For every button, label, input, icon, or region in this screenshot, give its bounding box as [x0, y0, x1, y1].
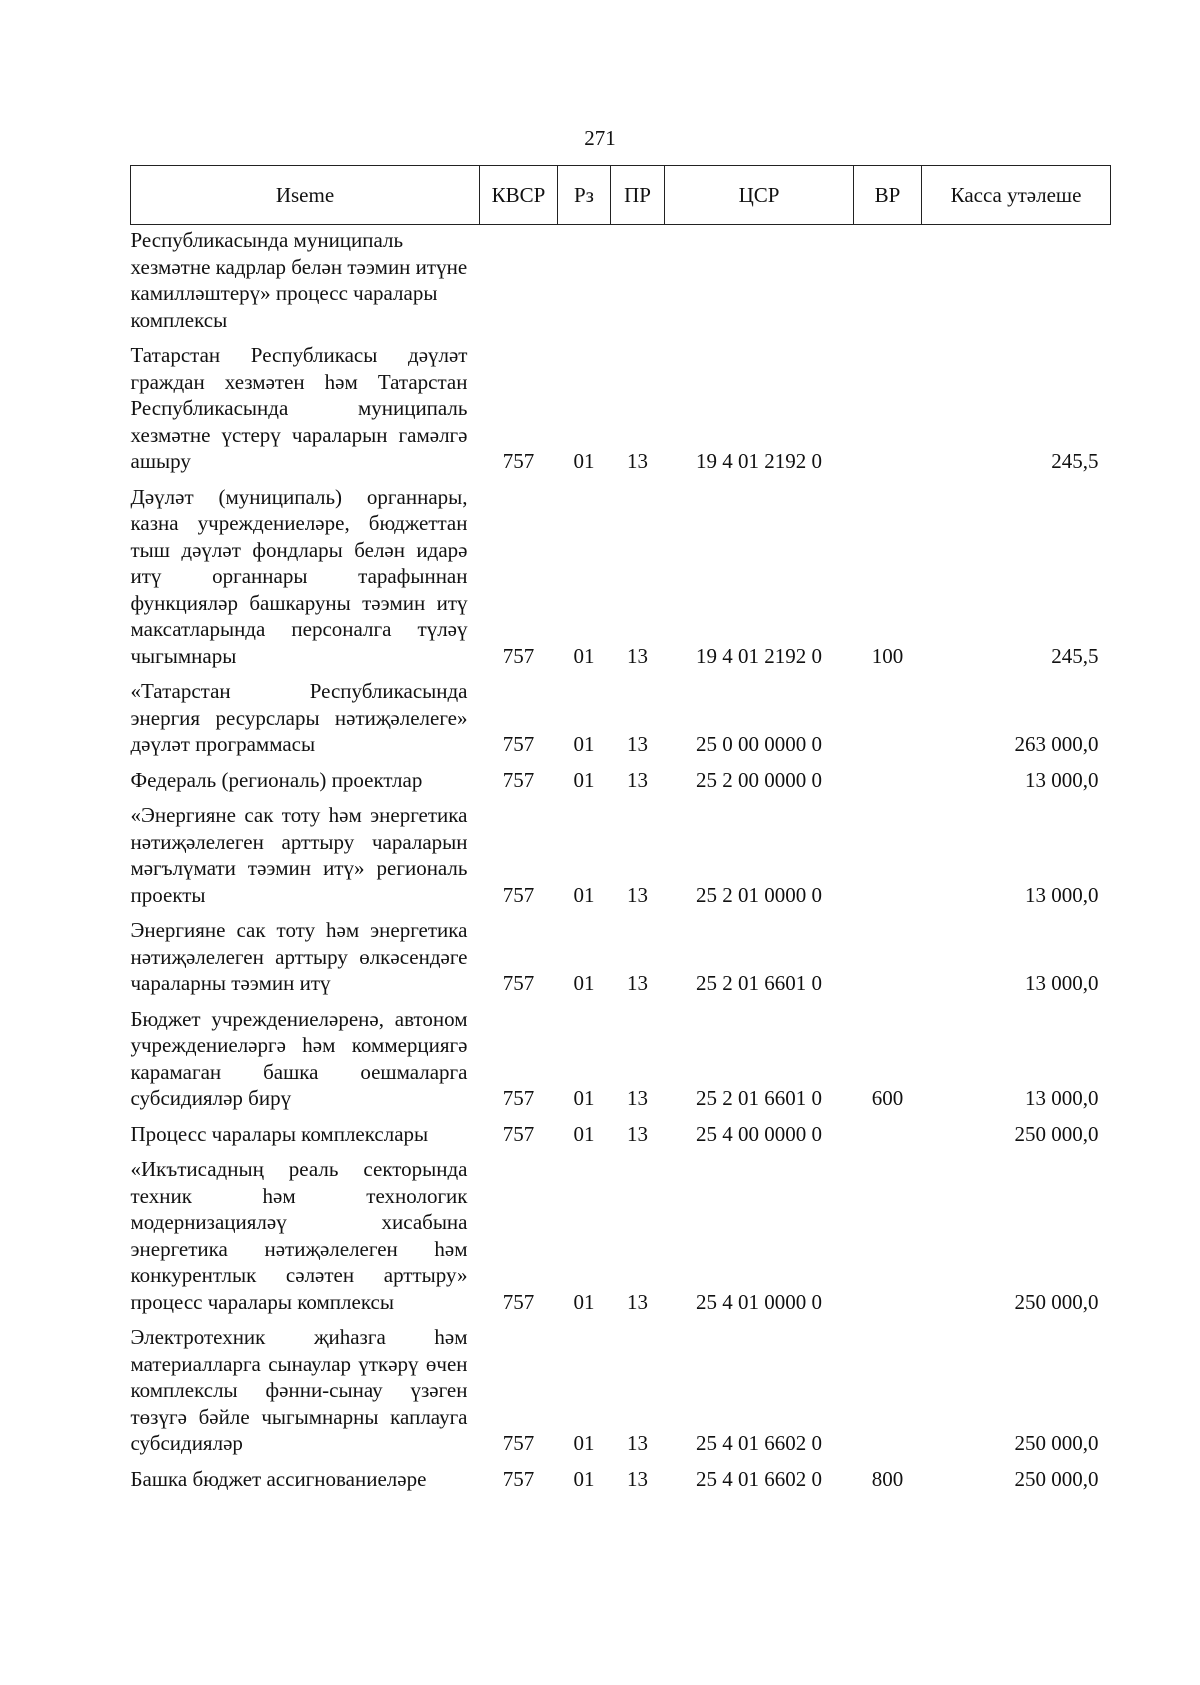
row-tsr: 25 2 01 0000 0	[696, 882, 822, 907]
row-kvsr: 757	[502, 732, 535, 756]
table-row	[131, 1322, 1111, 1464]
row-kvsr: 757	[502, 1431, 535, 1455]
row-pr: 13	[627, 1289, 648, 1314]
row-pr: 13	[627, 971, 648, 995]
row-tsr: 25 2 00 0000 0	[696, 767, 822, 792]
row-pr: 13	[627, 1086, 648, 1110]
row-tsr: 25 4 01 0000 0	[696, 1289, 822, 1314]
row-rz: 01	[573, 643, 595, 668]
row-kvsr: 757	[502, 449, 535, 473]
row-vr	[854, 225, 922, 341]
row-vr	[854, 765, 922, 801]
row-pr	[611, 225, 665, 341]
row-tsr: 25 4 01 6602 0	[696, 1431, 822, 1455]
row-pr: 13	[627, 767, 648, 792]
row-kvsr: 757	[502, 643, 535, 668]
row-name: «Татарстан Республикасында энергия ресурслары нәтиҗәлелеге» дәүләт программасы	[130, 679, 468, 756]
header-kvsr: КВСР	[480, 166, 558, 225]
budget-table	[130, 165, 1111, 1499]
row-vr	[854, 1322, 922, 1464]
row-kvsr: 757	[502, 971, 535, 995]
row-pr: 13	[627, 732, 648, 756]
table-header	[131, 166, 1111, 225]
row-rz: 01	[573, 1431, 595, 1455]
row-amount: 13 000,0	[1025, 882, 1099, 907]
row-vr	[854, 800, 922, 915]
table-row	[131, 225, 1111, 341]
row-amount: 13 000,0	[1025, 767, 1099, 792]
row-amount: 250 000,0	[1014, 1466, 1099, 1491]
row-rz: 01	[573, 1289, 595, 1314]
row-kvsr: 757	[502, 1466, 535, 1491]
table-row	[131, 1154, 1111, 1322]
row-kvsr: 757	[502, 882, 535, 907]
row-pr: 13	[627, 449, 648, 473]
row-vr	[854, 915, 922, 1004]
header-vr: ВР	[854, 166, 922, 225]
row-rz: 01	[573, 449, 595, 473]
row-amount: 13 000,0	[1025, 1086, 1099, 1110]
table-row	[131, 1004, 1111, 1119]
row-rz: 01	[573, 971, 595, 995]
row-rz: 01	[573, 882, 595, 907]
table-row	[131, 340, 1111, 482]
row-name: «Энергияне сак тоту һәм энергетика нәтиҗәлелеген арттыру чараларын мәгълүмати тәэмин итү» региональ проекты	[130, 803, 468, 907]
row-pr: 13	[627, 1466, 648, 1491]
row-pr: 13	[627, 643, 648, 668]
table-row	[131, 800, 1111, 915]
row-vr	[854, 340, 922, 482]
table-row	[131, 482, 1111, 677]
row-kvsr: 757	[502, 1289, 535, 1314]
row-amount: 250 000,0	[1014, 1431, 1099, 1455]
row-name: «Икътисадның реаль секторында техник һәм технологик модернизацияләү хисабына энергетика нәтиҗәлелеген һәм конкурентлык сәләтен арттыру» процесс чаралары комплексы	[130, 1157, 468, 1314]
row-name: Дәүләт (муниципаль) органнары, казна учреждениеләре, бюджеттан тыш дәүләт фондлары белән идарә итү органнары тарафыннан функцияләр башкаруны тәэмин итү максатларында персоналга түләү чыгымнары	[130, 484, 468, 668]
row-vr	[854, 1154, 922, 1322]
row-amount: 250 000,0	[1014, 1121, 1099, 1146]
row-rz: 01	[573, 1086, 595, 1110]
row-tsr: 25 4 00 0000 0	[696, 1121, 822, 1146]
row-kvsr: 757	[502, 767, 535, 792]
row-amount: 263 000,0	[1014, 732, 1099, 756]
row-rz: 01	[573, 1466, 595, 1491]
table-row	[131, 1464, 1111, 1500]
row-rz: 01	[573, 767, 595, 792]
row-amount: 245,5	[1051, 449, 1099, 473]
row-kvsr: 757	[502, 1121, 535, 1146]
row-name: Республикасында муниципаль хезмәтне кадрлар белән тәэмин итүне камилләштерү» процесс чаралары комплексы	[130, 228, 468, 332]
row-tsr	[665, 225, 854, 341]
row-amount	[922, 225, 1111, 341]
row-pr: 13	[627, 1121, 648, 1146]
row-vr: 600	[871, 1086, 904, 1110]
row-rz: 01	[573, 732, 595, 756]
row-name: Энергияне сак тоту һәм энергетика нәтиҗәлелеген арттыру өлкәсендәге чараларны тәэмин итү	[130, 918, 468, 995]
row-name: Электротехник җиһазга һәм материалларга сынаулар үткәрү өчен комплекслы фәнни-сынау үзәген төзүгә бәйле чыгымнарны каплауга субсидияләр	[130, 1325, 468, 1455]
row-tsr: 19 4 01 2192 0	[696, 643, 822, 668]
table-row	[131, 676, 1111, 765]
row-name: Татарстан Республикасы дәүләт граждан хезмәтен һәм Татарстан Республикасында муниципаль хезмәтне үстерү чараларын гамәлгә ашыру	[130, 343, 468, 473]
row-kvsr: 757	[502, 1086, 535, 1110]
row-vr	[854, 676, 922, 765]
row-name: Федераль (региональ) проектлар	[130, 767, 423, 792]
row-rz	[558, 225, 611, 341]
row-tsr: 25 4 01 6602 0	[696, 1466, 822, 1491]
row-vr	[854, 1119, 922, 1155]
header-rz: Рз	[558, 166, 611, 225]
row-amount: 245,5	[1051, 643, 1099, 668]
header-tsr: ЦСР	[665, 166, 854, 225]
row-name: Процесс чаралары комплекслары	[130, 1121, 429, 1146]
row-rz: 01	[573, 1121, 595, 1146]
row-name: Бюджет учреждениеләренә, автоном учреждениеләргә һәм коммерциягә карамаган башка оешмаларга субсидияләр бирү	[130, 1006, 468, 1110]
row-kvsr	[480, 225, 558, 341]
table-row	[131, 765, 1111, 801]
row-vr: 800	[871, 1466, 904, 1491]
table-body	[131, 225, 1111, 1500]
table-row	[131, 915, 1111, 1004]
table-row	[131, 1119, 1111, 1155]
row-amount: 250 000,0	[1014, 1289, 1099, 1314]
page-number: 271	[584, 126, 616, 150]
header-name: Иseme	[131, 166, 480, 225]
row-name: Башка бюджет ассигнованиеләре	[130, 1466, 427, 1491]
row-tsr: 25 2 01 6601 0	[696, 971, 822, 995]
row-tsr: 19 4 01 2192 0	[696, 449, 822, 473]
row-tsr: 25 2 01 6601 0	[696, 1086, 822, 1110]
header-pr: ПР	[611, 166, 665, 225]
row-tsr: 25 0 00 0000 0	[696, 732, 822, 756]
row-vr: 100	[871, 643, 904, 668]
header-kassa: Касса утәлеше	[922, 166, 1111, 225]
row-amount: 13 000,0	[1025, 971, 1099, 995]
row-pr: 13	[627, 1431, 648, 1455]
row-pr: 13	[627, 882, 648, 907]
